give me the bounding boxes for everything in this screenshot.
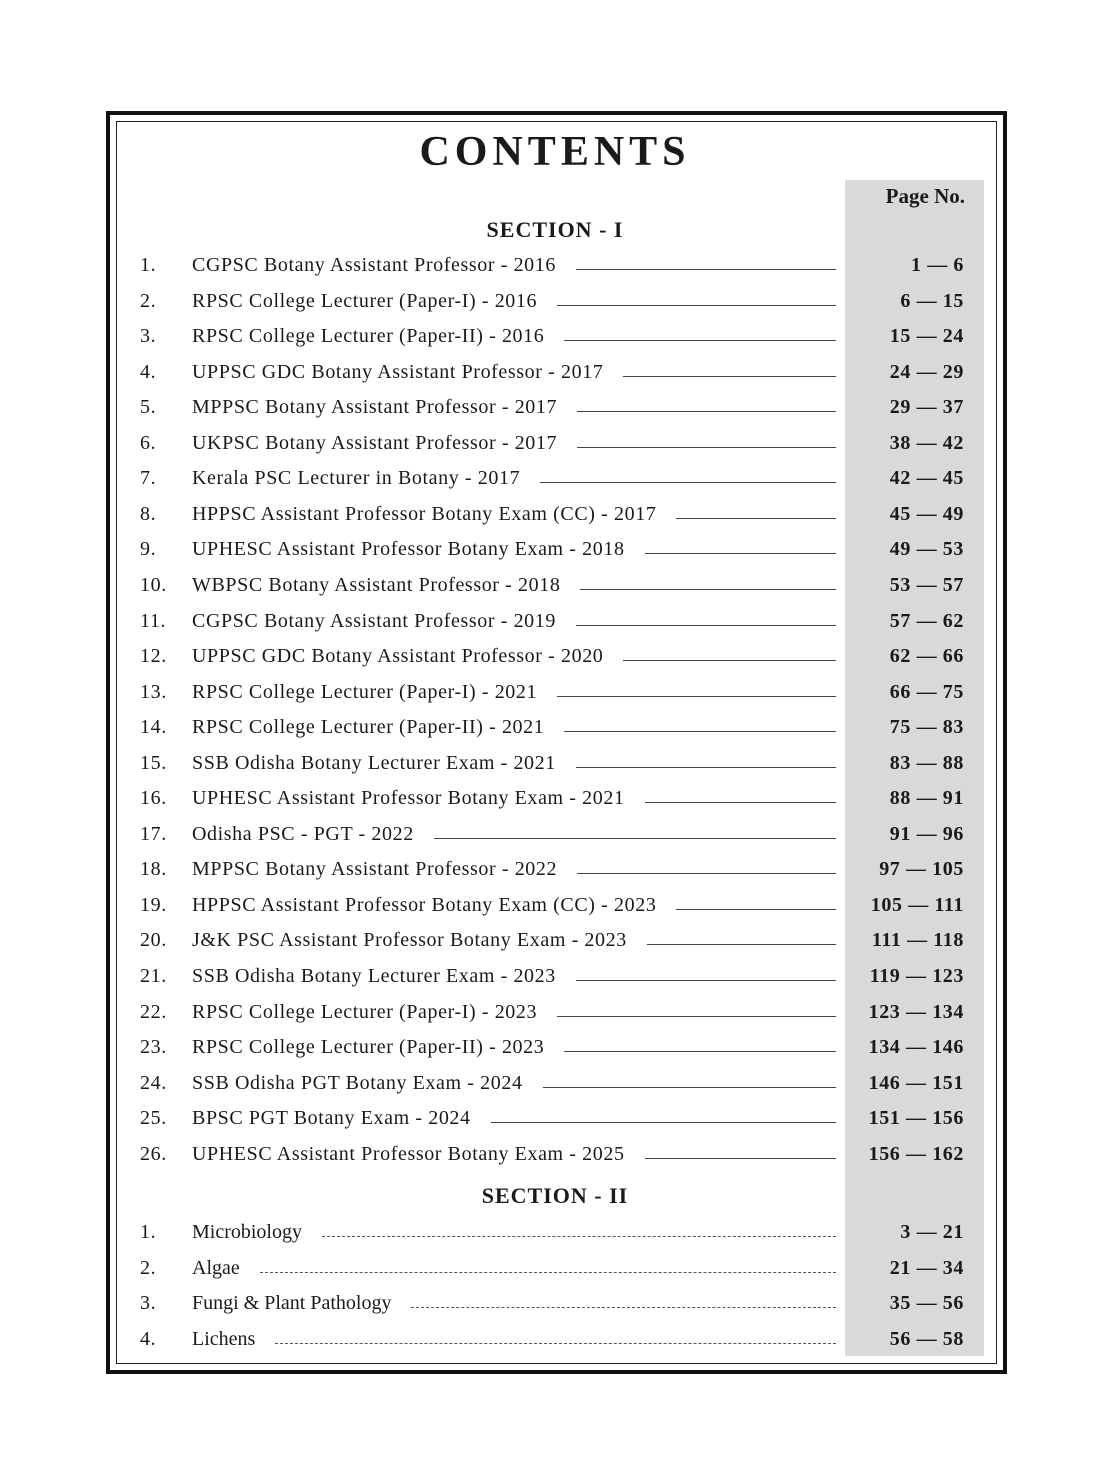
entry-title: UPPSC GDC Botany Assistant Professor - 2020 xyxy=(192,645,604,668)
leader-line xyxy=(580,589,836,590)
toc-entry xyxy=(0,1139,1116,1173)
entry-page-range: 123 — 134 xyxy=(868,1000,964,1023)
leader-line xyxy=(564,731,836,732)
leader-line xyxy=(557,696,836,697)
entry-page-range: 42 — 45 xyxy=(889,467,964,490)
leader-line xyxy=(577,447,836,448)
entry-page-range: 83 — 88 xyxy=(889,751,964,774)
entry-title: SSB Odisha Botany Lecturer Exam - 2023 xyxy=(192,965,556,987)
entry-title: CGPSC Botany Assistant Professor - 2016 xyxy=(192,254,556,276)
entry-title: RPSC College Lecturer (Paper-I) - 2016 xyxy=(192,289,538,312)
entry-page-range: 105 — 111 xyxy=(870,893,964,916)
entry-page-range: 146 — 151 xyxy=(868,1071,964,1094)
entry-title: MPPSC Botany Assistant Professor - 2017 xyxy=(192,396,558,419)
entry-title: MPPSC Botany Assistant Professor - 2022 xyxy=(192,858,558,881)
leader-line xyxy=(576,625,836,626)
toc-entry xyxy=(0,321,1116,355)
section-heading: SECTION - I xyxy=(486,217,624,242)
entry-number: 1. xyxy=(140,254,157,276)
entry-number: 26. xyxy=(140,1142,167,1165)
entry-page-range: 62 — 66 xyxy=(889,645,964,668)
leader-line xyxy=(576,767,836,768)
toc-entry xyxy=(0,783,1116,817)
entry-number: 24. xyxy=(140,1071,167,1094)
entry-title: UPHESC Assistant Professor Botany Exam - 2025 xyxy=(192,1142,625,1165)
leader-line xyxy=(676,909,836,910)
toc-entry xyxy=(0,677,1116,711)
entry-number: 3. xyxy=(140,1292,157,1315)
leader-line xyxy=(577,411,836,412)
entry-number: 5. xyxy=(140,396,157,419)
toc-entry xyxy=(0,1217,1116,1251)
entry-title: UKPSC Botany Assistant Professor - 2017 xyxy=(192,431,558,454)
toc-entry xyxy=(0,286,1116,320)
entry-title: Algae xyxy=(192,1256,240,1279)
entry-number: 22. xyxy=(140,1000,167,1023)
entry-title: RPSC College Lecturer (Paper-I) - 2021 xyxy=(192,680,538,703)
entry-title: UPPSC GDC Botany Assistant Professor - 2017 xyxy=(192,360,604,383)
toc-entry xyxy=(0,890,1116,924)
leader-line xyxy=(491,1122,836,1123)
entry-page-range: 119 — 123 xyxy=(869,965,964,987)
leader-line xyxy=(411,1307,836,1308)
leader-line xyxy=(540,482,836,483)
leader-line xyxy=(557,305,836,306)
leader-line xyxy=(543,1087,836,1088)
leader-line xyxy=(260,1272,836,1273)
toc-entry xyxy=(0,1068,1116,1102)
leader-line xyxy=(645,802,836,803)
leader-line xyxy=(647,944,836,945)
leader-line xyxy=(564,1051,836,1052)
entry-number: 13. xyxy=(140,680,167,703)
entry-title: SSB Odisha Botany Lecturer Exam - 2021 xyxy=(192,751,556,774)
entry-number: 17. xyxy=(140,822,167,845)
entry-title: RPSC College Lecturer (Paper-I) - 2023 xyxy=(192,1000,538,1023)
toc-entry xyxy=(0,1288,1116,1322)
entry-title: Kerala PSC Lecturer in Botany - 2017 xyxy=(192,467,521,490)
leader-line xyxy=(557,1016,836,1017)
entry-title: J&K PSC Assistant Professor Botany Exam - 2023 xyxy=(192,929,627,952)
entry-page-range: 35 — 56 xyxy=(889,1292,964,1315)
entry-page-range: 97 — 105 xyxy=(879,858,964,881)
entry-title: HPPSC Assistant Professor Botany Exam (CC) - 2023 xyxy=(192,893,657,916)
entry-title: Fungi & Plant Pathology xyxy=(192,1292,392,1315)
entry-page-range: 75 — 83 xyxy=(889,716,964,739)
leader-line xyxy=(645,553,836,554)
entry-title: RPSC College Lecturer (Paper-II) - 2023 xyxy=(192,1036,545,1059)
entry-title: SSB Odisha PGT Botany Exam - 2024 xyxy=(192,1071,523,1094)
entry-number: 19. xyxy=(140,893,167,916)
entry-page-range: 134 — 146 xyxy=(868,1036,964,1059)
page-no-label: Page No. xyxy=(885,184,965,208)
entry-number: 21. xyxy=(140,965,167,987)
entry-page-range: 45 — 49 xyxy=(889,502,964,525)
entry-page-range: 3 — 21 xyxy=(900,1221,964,1243)
toc-entry xyxy=(0,463,1116,497)
section-heading: SECTION - II xyxy=(481,1183,629,1208)
entry-page-range: 15 — 24 xyxy=(889,325,964,348)
leader-line xyxy=(623,660,836,661)
entry-number: 10. xyxy=(140,573,167,596)
entry-page-range: 156 — 162 xyxy=(868,1142,964,1165)
toc-entry xyxy=(0,854,1116,888)
leader-line xyxy=(676,518,836,519)
leader-line xyxy=(564,340,836,341)
entry-title: Odisha PSC - PGT - 2022 xyxy=(192,822,414,845)
entry-number: 2. xyxy=(140,289,157,312)
entry-title: RPSC College Lecturer (Paper-II) - 2021 xyxy=(192,716,545,739)
entry-number: 12. xyxy=(140,645,167,668)
toc-entry xyxy=(0,925,1116,959)
entry-number: 18. xyxy=(140,858,167,881)
entry-title: RPSC College Lecturer (Paper-II) - 2016 xyxy=(192,325,545,348)
toc-entry xyxy=(0,499,1116,533)
entry-number: 20. xyxy=(140,929,167,952)
toc-entry xyxy=(0,961,1116,995)
toc-entry xyxy=(0,819,1116,853)
entry-number: 6. xyxy=(140,431,157,454)
entry-page-range: 29 — 37 xyxy=(889,396,964,419)
leader-line xyxy=(322,1236,836,1237)
page-title: CONTENTS xyxy=(419,129,691,175)
entry-title: CGPSC Botany Assistant Professor - 2019 xyxy=(192,609,556,632)
toc-entry xyxy=(0,1103,1116,1137)
toc-entry xyxy=(0,712,1116,746)
entry-number: 7. xyxy=(140,467,157,490)
toc-entry xyxy=(0,1032,1116,1066)
entry-title: Lichens xyxy=(192,1327,256,1350)
entry-title: UPHESC Assistant Professor Botany Exam - 2021 xyxy=(192,787,625,810)
entry-title: Microbiology xyxy=(192,1221,302,1243)
entry-number: 4. xyxy=(140,1327,157,1350)
entry-number: 1. xyxy=(140,1221,157,1243)
entry-page-range: 56 — 58 xyxy=(889,1327,964,1350)
entry-page-range: 53 — 57 xyxy=(889,573,964,596)
leader-line xyxy=(623,376,836,377)
entry-number: 11. xyxy=(140,609,167,632)
toc-entry xyxy=(0,357,1116,391)
leader-line xyxy=(645,1158,836,1159)
entry-page-range: 111 — 118 xyxy=(871,929,964,952)
toc-entry xyxy=(0,606,1116,640)
entry-page-range: 57 — 62 xyxy=(889,609,964,632)
toc-entry xyxy=(0,250,1116,284)
entry-number: 25. xyxy=(140,1107,167,1130)
entry-title: UPHESC Assistant Professor Botany Exam - 2018 xyxy=(192,538,625,561)
entry-page-range: 151 — 156 xyxy=(868,1107,964,1130)
leader-line xyxy=(275,1343,836,1344)
entry-number: 23. xyxy=(140,1036,167,1059)
entry-page-range: 66 — 75 xyxy=(889,680,964,703)
toc-entry xyxy=(0,1324,1116,1358)
entry-page-range: 6 — 15 xyxy=(900,289,964,312)
entry-page-range: 38 — 42 xyxy=(889,431,964,454)
entry-title: HPPSC Assistant Professor Botany Exam (CC) - 2017 xyxy=(192,502,657,525)
entry-title: WBPSC Botany Assistant Professor - 2018 xyxy=(192,573,561,596)
entry-page-range: 49 — 53 xyxy=(889,538,964,561)
leader-line xyxy=(577,873,836,874)
entry-title: BPSC PGT Botany Exam - 2024 xyxy=(192,1107,471,1130)
leader-line xyxy=(576,269,836,270)
entry-number: 8. xyxy=(140,502,157,525)
entry-page-range: 21 — 34 xyxy=(889,1256,964,1279)
entry-number: 9. xyxy=(140,538,157,561)
entry-page-range: 24 — 29 xyxy=(889,360,964,383)
toc-entry xyxy=(0,641,1116,675)
entry-page-range: 88 — 91 xyxy=(889,787,964,810)
entry-page-range: 91 — 96 xyxy=(889,822,964,845)
toc-entry xyxy=(0,1253,1116,1287)
entry-number: 15. xyxy=(140,751,167,774)
leader-line xyxy=(576,980,836,981)
toc-entry xyxy=(0,392,1116,426)
toc-entry xyxy=(0,428,1116,462)
toc-entry xyxy=(0,748,1116,782)
entry-number: 2. xyxy=(140,1256,157,1279)
leader-line xyxy=(434,838,836,839)
entry-number: 16. xyxy=(140,787,167,810)
toc-entry xyxy=(0,534,1116,568)
toc-entry xyxy=(0,570,1116,604)
entry-page-range: 1 — 6 xyxy=(911,254,964,276)
toc-entry xyxy=(0,997,1116,1031)
entry-number: 3. xyxy=(140,325,157,348)
entry-number: 4. xyxy=(140,360,157,383)
entry-number: 14. xyxy=(140,716,167,739)
